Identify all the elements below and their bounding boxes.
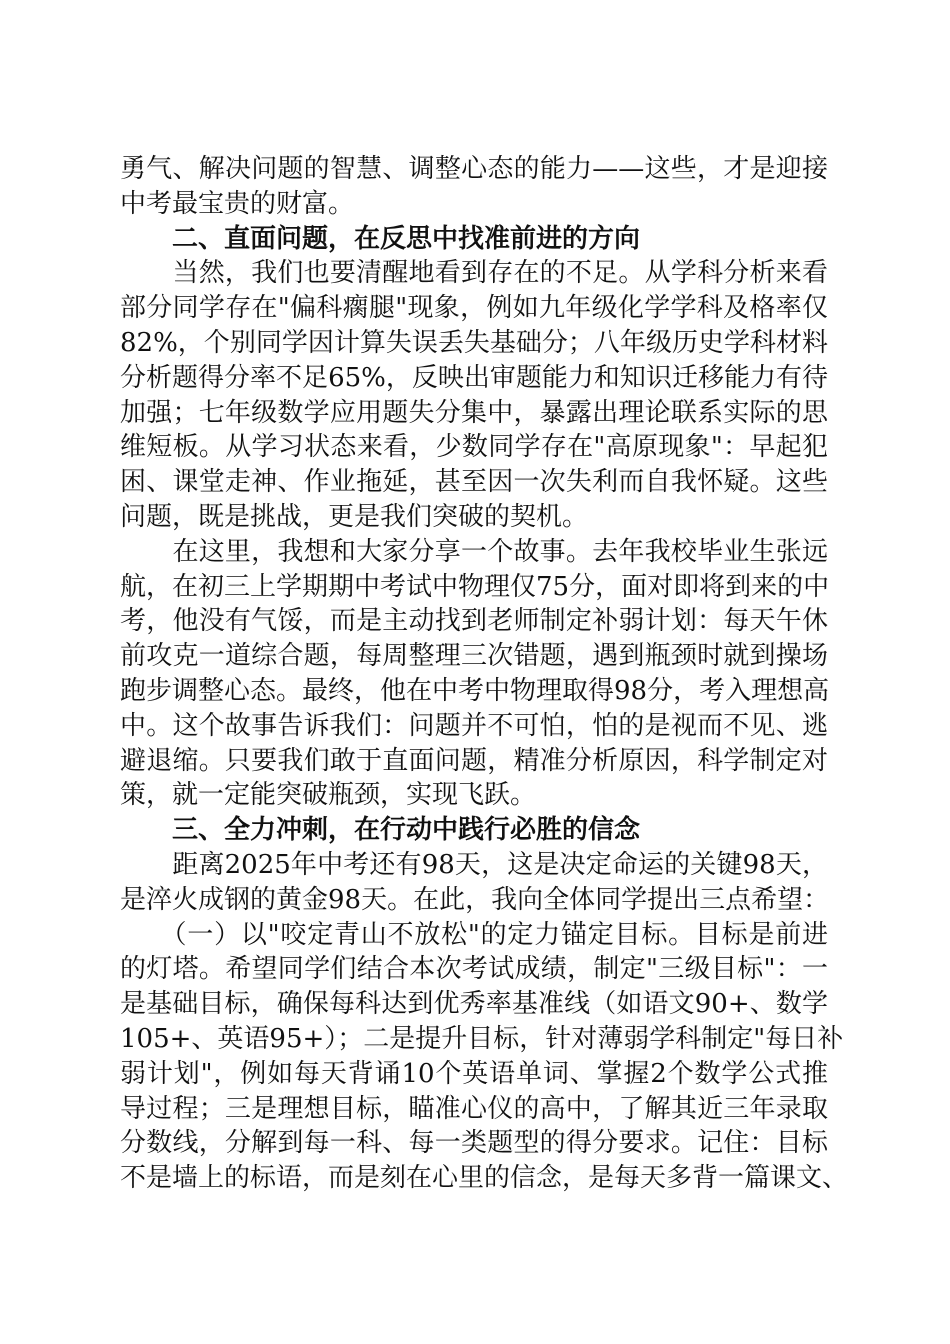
text-line: 是基础目标，确保每科达到优秀率基准线（如语文90+、数学 bbox=[120, 989, 828, 1020]
text-line: 导过程；三是理想目标，瞄准心仪的高中，了解其近三年录取 bbox=[120, 1093, 828, 1124]
text-line: 策，就一定能突破瓶颈，实现飞跃。 bbox=[120, 780, 537, 811]
text-line: 分数线，分解到每一科、每一类题型的得分要求。记住：目标 bbox=[120, 1128, 828, 1159]
text-line: （一）以"咬定青山不放松"的定力锚定目标。目标是前进 bbox=[120, 919, 828, 950]
text-line: 82%，个别同学因计算失误丢失基础分；八年级历史学科材料 bbox=[120, 327, 828, 358]
text-line: 勇气、解决问题的智慧、调整心态的能力——这些，才是迎接 bbox=[120, 154, 828, 184]
text-line: 不是墙上的标语，而是刻在心里的信念，是每天多背一篇课文、 bbox=[120, 1163, 849, 1194]
section-heading: 三、全力冲刺，在行动中践行必胜的信念 bbox=[172, 815, 641, 846]
text-line: 困、课堂走神、作业拖延，甚至因一次失利而自我怀疑。这些 bbox=[120, 467, 828, 498]
text-line: 中。这个故事告诉我们：问题并不可怕，怕的是视而不见、逃 bbox=[120, 710, 828, 741]
text-line: 105+、英语95+）；二是提升目标，针对薄弱学科制定"每日补 bbox=[120, 1023, 844, 1054]
text-line: 维短板。从学习状态来看，少数同学存在"高原现象"：早起犯 bbox=[120, 432, 828, 463]
text-line: 航，在初三上学期期中考试中物理仅75分，面对即将到来的中 bbox=[120, 571, 830, 602]
text-line: 弱计划"，例如每天背诵10个英语单词、掌握2个数学公式推 bbox=[120, 1058, 828, 1089]
text-line: 部分同学存在"偏科瘸腿"现象，例如九年级化学学科及格率仅 bbox=[120, 293, 828, 324]
text-line: 中考最宝贵的财富。 bbox=[120, 188, 355, 219]
text-line: 前攻克一道综合题，每周整理三次错题，遇到瓶颈时就到操场 bbox=[120, 641, 828, 672]
text-line: 避退缩。只要我们敢于直面问题，精准分析原因，科学制定对 bbox=[120, 745, 828, 776]
text-line: 分析题得分率不足65%，反映出审题能力和知识迁移能力有待 bbox=[120, 362, 828, 393]
text-line: 的灯塔。希望同学们结合本次考试成绩，制定"三级目标"：一 bbox=[120, 954, 828, 985]
text-line: 当然，我们也要清醒地看到存在的不足。从学科分析来看 bbox=[120, 258, 828, 289]
text-line: 是淬火成钢的黄金98天。在此，我向全体同学提出三点希望： bbox=[120, 884, 830, 915]
text-line: 考，他没有气馁，而是主动找到老师制定补弱计划：每天午休 bbox=[120, 606, 828, 637]
text-line: 跑步调整心态。最终，他在中考中物理取得98分，考入理想高 bbox=[120, 675, 830, 706]
text-line: 在这里，我想和大家分享一个故事。去年我校毕业生张远 bbox=[120, 536, 828, 567]
text-line: 距离2025年中考还有98天，这是决定命运的关键98天， bbox=[120, 849, 828, 880]
text-line: 问题，既是挑战，更是我们突破的契机。 bbox=[120, 501, 589, 532]
text-line: 加强；七年级数学应用题失分集中，暴露出理论联系实际的思 bbox=[120, 397, 828, 428]
document-page bbox=[120, 152, 849, 1196]
section-heading: 二、直面问题，在反思中找准前进的方向 bbox=[172, 223, 641, 254]
